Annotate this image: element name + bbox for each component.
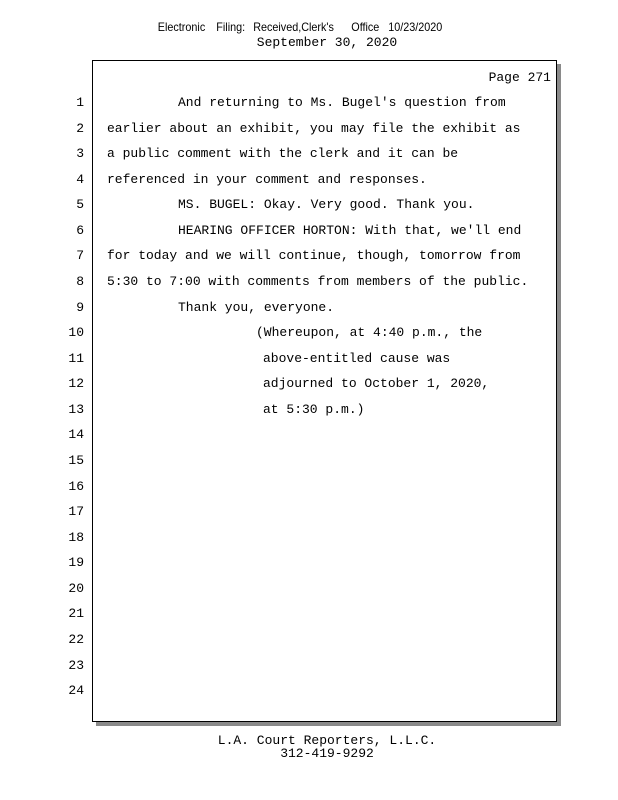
transcript-line: MS. BUGEL: Okay. Very good. Thank you. xyxy=(178,197,475,212)
line-number: 3 xyxy=(76,146,84,161)
line-number: 16 xyxy=(68,479,84,494)
line-number: 22 xyxy=(68,632,84,647)
filing-word-received: Received,Clerk's xyxy=(253,20,334,34)
transcript-line: (Whereupon, at 4:40 p.m., the xyxy=(256,325,483,340)
line-number: 21 xyxy=(68,606,84,621)
transcript-line: 5:30 to 7:00 with comments from members of the public. xyxy=(107,274,529,289)
transcript-line: for today and we will continue, though, tomorrow from xyxy=(107,248,521,263)
transcript-line: referenced in your comment and responses. xyxy=(107,172,427,187)
line-number: 1 xyxy=(76,95,84,110)
line-number: 12 xyxy=(68,376,84,391)
line-number: 24 xyxy=(68,683,84,698)
line-number: 18 xyxy=(68,530,84,545)
line-number: 10 xyxy=(68,325,84,340)
transcript-line: And returning to Ms. Bugel's question from xyxy=(178,95,506,110)
filing-word-electronic: Electronic xyxy=(157,20,206,34)
filing-date: 10/23/2020 xyxy=(388,20,443,34)
transcript-line: adjourned to October 1, 2020, xyxy=(263,376,490,391)
transcript-date: September 30, 2020 xyxy=(256,35,398,50)
line-number: 13 xyxy=(68,402,84,417)
line-number: 15 xyxy=(68,453,84,468)
line-number: 9 xyxy=(76,300,84,315)
filing-stamp xyxy=(30,20,586,36)
footer-company: L.A. Court Reporters, L.L.C. xyxy=(217,733,437,748)
line-number: 2 xyxy=(76,121,84,136)
footer-phone: 312-419-9292 xyxy=(280,746,374,761)
transcript-line: above-entitled cause was xyxy=(263,351,451,366)
filing-word-office: Office xyxy=(351,20,380,34)
transcript-line: HEARING OFFICER HORTON: With that, we'll end xyxy=(178,223,522,238)
transcript-line: a public comment with the clerk and it can be xyxy=(107,146,459,161)
transcript-line: earlier about an exhibit, you may file the exhibit as xyxy=(107,121,521,136)
line-number: 17 xyxy=(68,504,84,519)
line-number: 8 xyxy=(76,274,84,289)
line-number: 14 xyxy=(68,427,84,442)
filing-word-filing: Filing: xyxy=(216,20,246,34)
page-number: Page 271 xyxy=(488,70,551,85)
transcript-line: at 5:30 p.m.) xyxy=(263,402,365,417)
line-number: 7 xyxy=(76,248,84,263)
line-number: 19 xyxy=(68,555,84,570)
line-number: 11 xyxy=(68,351,84,366)
transcript-line: Thank you, everyone. xyxy=(178,300,335,315)
line-number: 4 xyxy=(76,172,84,187)
line-number: 6 xyxy=(76,223,84,238)
line-number: 23 xyxy=(68,658,84,673)
line-number: 20 xyxy=(68,581,84,596)
line-number: 5 xyxy=(76,197,84,212)
